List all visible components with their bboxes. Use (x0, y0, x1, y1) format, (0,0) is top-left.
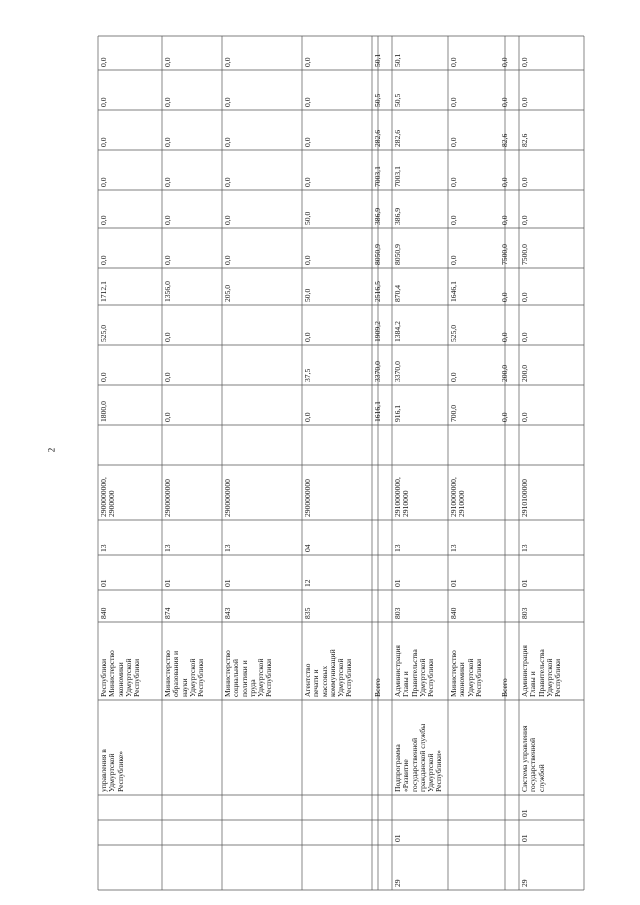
rz-code: 01 (520, 579, 529, 587)
rz-code: 01 (393, 579, 402, 587)
total-value-cell: 0,0 (500, 292, 509, 302)
total-value-cell: 200,0 (500, 364, 509, 382)
value-cell: 0,0 (303, 57, 312, 67)
grbs-code: 803 (393, 607, 402, 619)
value-cell: 525,0 (449, 324, 458, 342)
value-cell: 525,0 (99, 324, 108, 342)
value-cell: 0,0 (163, 177, 172, 187)
csr-code: 2910000000, 2910000 (449, 477, 467, 517)
value-cell: 916,1 (393, 404, 402, 422)
executor-name: Министерство образования и науки Удмуртской Республики (163, 650, 206, 697)
value-cell: 0,0 (99, 255, 108, 265)
value-cell: 0,0 (163, 57, 172, 67)
value-cell: 50,0 (303, 288, 312, 302)
value-cell: 0,0 (223, 57, 232, 67)
value-cell: 0,0 (520, 97, 529, 107)
value-cell: 0,0 (99, 97, 108, 107)
executor-name: Администрация Главы и Правительства Удмуртской Республики (520, 645, 563, 697)
value-cell: 0,0 (303, 412, 312, 422)
gp-code: 29 (520, 879, 529, 887)
value-cell: 0,0 (99, 177, 108, 187)
value-cell: 0,0 (520, 177, 529, 187)
value-cell: 205,0 (223, 284, 232, 302)
value-cell: 3370,0 (393, 361, 402, 382)
value-cell: 0,0 (303, 97, 312, 107)
grbs-code: 803 (520, 607, 529, 619)
program-name: Подпрограмма «Развитие государственной гражданской службы Удмуртской Республики» (393, 723, 444, 792)
value-cell: 0,0 (449, 137, 458, 147)
page-number: 2 (46, 447, 57, 453)
gp-code: 29 (393, 879, 402, 887)
value-cell: 0,0 (449, 97, 458, 107)
total-value-cell: 50,5 (373, 93, 382, 107)
value-cell: 0,0 (303, 177, 312, 187)
value-cell: 0,0 (223, 215, 232, 225)
pr-code: 04 (303, 544, 312, 552)
pr-code: 13 (163, 544, 172, 552)
value-cell: 0,0 (163, 412, 172, 422)
total-value-cell: 3370,0 (373, 361, 382, 382)
executor-name: Администрация Главы и Правительства Удмуртской Республики (393, 645, 436, 697)
total-value-cell: 386,9 (373, 207, 382, 225)
value-cell: 0,0 (163, 332, 172, 342)
value-cell: 0,0 (163, 215, 172, 225)
value-cell: 1384,2 (393, 321, 402, 342)
rz-code: 01 (223, 579, 232, 587)
grbs-code: 843 (223, 607, 232, 619)
value-cell: 1712,1 (99, 281, 108, 302)
pr-code: 13 (393, 544, 402, 552)
csr-code: 2900000000 (163, 479, 172, 517)
value-cell: 0,0 (520, 57, 529, 67)
value-cell: 0,0 (223, 137, 232, 147)
value-cell: 50,5 (393, 93, 402, 107)
grbs-code: 840 (449, 607, 458, 619)
grbs-code: 835 (303, 607, 312, 619)
value-cell: 0,0 (449, 372, 458, 382)
pr-code: 13 (223, 544, 232, 552)
value-cell: 700,0 (449, 404, 458, 422)
program-name: Система управления государственной службой (520, 725, 546, 792)
total-value-cell: 0,0 (500, 97, 509, 107)
value-cell: 0,0 (303, 137, 312, 147)
value-cell: 50,0 (303, 211, 312, 225)
value-cell: 0,0 (449, 215, 458, 225)
total-value-cell: 0,0 (500, 57, 509, 67)
total-value-cell: 0,0 (500, 412, 509, 422)
pp-code: 01 (393, 834, 402, 842)
value-cell: 1356,0 (163, 281, 172, 302)
value-cell: 50,1 (393, 53, 402, 67)
value-cell: 200,0 (520, 364, 529, 382)
program-name: управления в Удмуртской Республике» (99, 749, 125, 792)
pr-code: 13 (449, 544, 458, 552)
value-cell: 282,6 (393, 129, 402, 147)
value-cell: 0,0 (99, 215, 108, 225)
value-cell: 0,0 (520, 332, 529, 342)
csr-code: 2900000000 (303, 479, 312, 517)
csr-code: 2910000000, 2910000 (393, 477, 411, 517)
value-cell: 0,0 (99, 137, 108, 147)
value-cell: 386,9 (393, 207, 402, 225)
pr-code: 13 (99, 544, 108, 552)
rz-code: 01 (449, 579, 458, 587)
value-cell: 0,0 (163, 137, 172, 147)
total-value-cell: 2516,5 (373, 281, 382, 302)
total-value-cell: 0,0 (500, 215, 509, 225)
value-cell: 1800,0 (99, 401, 108, 422)
total-value-cell: 82,6 (500, 133, 509, 147)
total-value-cell: 0,0 (500, 332, 509, 342)
executor-name: Агентство печати и массовых коммуникаций Удмуртской Республики (303, 649, 354, 697)
value-cell: 7003,1 (393, 166, 402, 187)
total-value-cell: 1616,1 (373, 401, 382, 422)
total-label: Всего (373, 678, 382, 697)
grbs-code: 840 (99, 607, 108, 619)
value-cell: 8050,9 (393, 244, 402, 265)
csr-code: 2900000000 (223, 479, 232, 517)
pp-code: 01 (520, 834, 529, 842)
value-cell: 870,4 (393, 284, 402, 302)
value-cell: 0,0 (163, 97, 172, 107)
value-cell: 37,5 (303, 368, 312, 382)
value-cell: 0,0 (449, 255, 458, 265)
total-value-cell: 7500,0 (500, 244, 509, 265)
value-cell: 0,0 (303, 332, 312, 342)
total-value-cell: 7003,1 (373, 166, 382, 187)
pr-code: 13 (520, 544, 529, 552)
value-cell: 0,0 (99, 57, 108, 67)
value-cell: 0,0 (223, 255, 232, 265)
value-cell: 0,0 (163, 255, 172, 265)
value-cell: 0,0 (449, 177, 458, 187)
value-cell: 0,0 (303, 255, 312, 265)
grbs-code: 874 (163, 607, 172, 619)
total-value-cell: 8050,9 (373, 244, 382, 265)
total-value-cell: 50,1 (373, 53, 382, 67)
om-code: 01 (520, 809, 529, 817)
value-cell: 82,6 (520, 133, 529, 147)
value-cell: 0,0 (520, 292, 529, 302)
rz-code: 12 (303, 579, 312, 587)
value-cell: 1646,1 (449, 281, 458, 302)
executor-name: Республики Министерство экономики Удмуртской Республики (99, 650, 142, 697)
value-cell: 0,0 (520, 412, 529, 422)
value-cell: 0,0 (163, 372, 172, 382)
rz-code: 01 (163, 579, 172, 587)
csr-code: 2900000000, 2900000 (99, 477, 117, 517)
csr-code: 2910100000 (520, 479, 529, 517)
total-value-cell: 1909,2 (373, 321, 382, 342)
total-label: Всего (500, 678, 509, 697)
value-cell: 0,0 (99, 372, 108, 382)
total-value-cell: 282,6 (373, 129, 382, 147)
total-value-cell: 0,0 (500, 177, 509, 187)
rz-code: 01 (99, 579, 108, 587)
value-cell: 0,0 (223, 97, 232, 107)
value-cell: 0,0 (449, 57, 458, 67)
executor-name: Министерство социальной политики и труда Удмуртской Республики (223, 650, 274, 697)
value-cell: 0,0 (223, 177, 232, 187)
value-cell: 7500,0 (520, 244, 529, 265)
value-cell: 0,0 (520, 215, 529, 225)
executor-name: Министерство экономики Удмуртской Республики (449, 650, 483, 697)
